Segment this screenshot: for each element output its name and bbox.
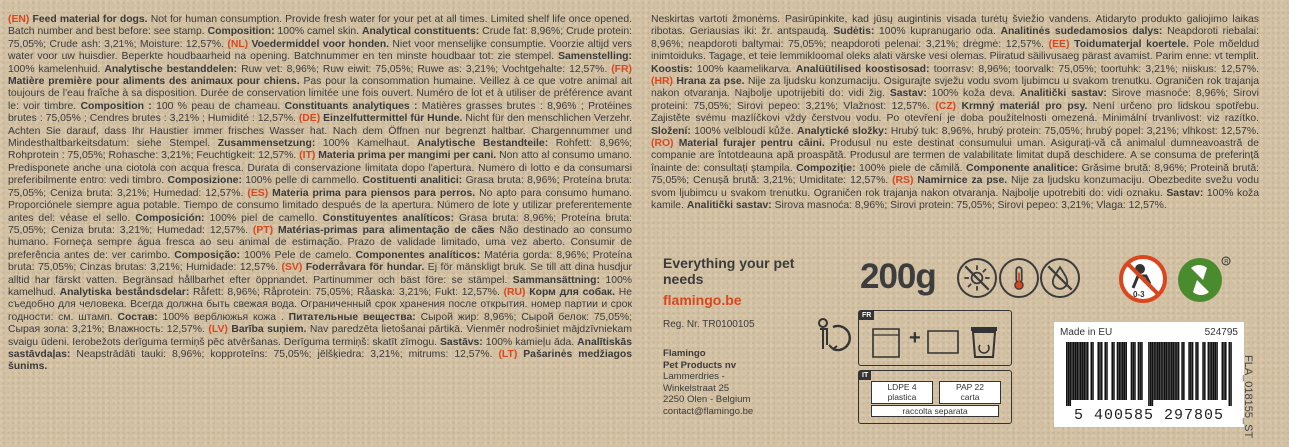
vertical-code: FLA_018155_ST <box>1242 355 1254 439</box>
barcode-bar <box>1160 342 1162 400</box>
barcode-bar <box>1171 342 1173 400</box>
barcode-bar <box>1211 342 1213 400</box>
barcode-bar <box>1117 342 1119 400</box>
language-code: (IT) <box>299 150 316 162</box>
barcode-bar <box>1113 342 1115 400</box>
material-pap-type: carta <box>960 391 980 402</box>
label-text: Není určeno pro lidskou spotřebu. Zajistěte svému mazlíčkovi vždy čerstvou vodu. Po otevření je doba použitelnosti omezená. Minimální trvanlivost: viz razítko. <box>651 100 1259 125</box>
label-text: Сырой жир: 8,96%; Сырой белок: 75,05%; Сырая зола: 3,21%; Влажность: 12,57%. <box>8 311 632 336</box>
label-text: Matières grasses brutes : 8,96% ; Protéines brutes : 75,05% ; Cendres brutes : 3,21% ; Humidité : 12,57%. <box>8 100 632 125</box>
language-code: (SV) <box>281 262 303 274</box>
barcode-bar <box>1068 342 1070 406</box>
barcode-bar <box>1174 342 1176 400</box>
language-code: (EN) <box>8 14 30 25</box>
no-children-icon <box>1118 254 1168 304</box>
label-heading: Složení: <box>651 125 691 137</box>
label-text: Crude fat: 8,96%; Crude protein: 75,05%; Crude ash: 3,21%; Moisture: 12,57%. <box>8 26 632 50</box>
label-text: toorrasv: 8,96%; toorvalk: 75,05%; toortuhk: 3,21%; niiskus: 12,57%. <box>929 63 1259 75</box>
barcode-bar <box>1167 342 1169 400</box>
label-text: 100% pelle di cammello. <box>241 175 363 187</box>
barcode-bar <box>1106 342 1108 400</box>
barcode-bar <box>1066 342 1068 406</box>
language-code: (NL) <box>227 38 249 50</box>
barcode-bar <box>1155 342 1157 400</box>
barcode-bar <box>1197 342 1199 400</box>
label-heading: Sastav: <box>1166 187 1204 199</box>
barcode-bar <box>1190 342 1192 400</box>
label-heading: Analytical constituents: <box>361 26 480 38</box>
language-code: (PT) <box>252 224 274 236</box>
barcode-bar <box>1131 342 1133 400</box>
label-heading: Composizione: <box>167 175 242 187</box>
label-text: Ruw vet: 8,96%; Ruw eiwit: 75,05%; Ruwe as: 3,21%; Vochtgehalte: 12,57%. <box>237 63 612 75</box>
label-text: Non atto al consumo umano. Predisponete anche una ciotola con acqua fresca. Durata di conservazione limitata dopo l'apertura. Numero di lotto e da consumarsi preferibilmente entro: vedi timbro. <box>8 150 633 187</box>
barcode-bar <box>1222 342 1224 400</box>
material-pap <box>939 381 1001 404</box>
label-heading: Matérias-primas para alimentação de cães <box>273 224 495 236</box>
barcode-bar <box>1229 342 1231 406</box>
label-text: 100 % peau de chameau. <box>151 100 285 112</box>
label-heading: Componentes analíticos: <box>355 249 481 261</box>
label-text: 100% camel skin. <box>274 26 362 38</box>
label-text: 100% kamelhud. <box>8 274 632 298</box>
label-heading: Состав: <box>117 311 158 323</box>
barcode-bar <box>1090 342 1092 400</box>
material-ldpe-type: plastica <box>887 391 917 402</box>
label-heading: Composición: <box>135 212 205 224</box>
barcode-bar <box>1157 342 1159 400</box>
barcode-bar <box>1101 342 1103 400</box>
bin-icon <box>969 323 999 359</box>
label-heading: Voedermiddel voor honden. <box>248 38 390 50</box>
label-heading: Constituyentes analíticos: <box>322 212 454 224</box>
label-text: Grasa bruta: 8,96%; Proteína bruta: 75,05%; Ceniza bruta: 3,21%; Humedad: 12,57%. <box>8 212 632 236</box>
barcode-bar <box>1202 342 1204 400</box>
barcode-bar <box>1230 342 1232 406</box>
barcode-bar <box>1083 342 1085 400</box>
barcode-bar <box>1075 342 1077 400</box>
barcode <box>1066 342 1232 406</box>
label-heading: Composition: <box>207 26 275 38</box>
label-heading: Compoziție: <box>796 162 856 174</box>
label-heading: Analītiskās sastāvdaļas: <box>8 336 632 360</box>
barcode-bar <box>1082 342 1084 400</box>
label-text: Ej för mänskligt bruk. Se till att dina husdjur alltid har färskt vatten. Begränsad hållbarhet efter öppnandet. Partinummer och bäst före: se stämpel. <box>8 262 632 286</box>
barcode-bar <box>1120 342 1122 400</box>
label-text: 100% верблюжья кожа . <box>157 311 289 323</box>
plus-sign: + <box>909 327 921 349</box>
label-heading: Analytiska beståndsdelar: <box>59 286 190 298</box>
barcode-bar <box>1078 342 1080 400</box>
label-text: Neapdoroti riebalai: 8,96%; neapdoroti baltymai: 75,05%; neapdoroti pelenai: 3,21%; drėgmė: 12,57%. <box>651 26 1259 50</box>
language-code: (LT) <box>498 348 518 360</box>
barcode-bar <box>1216 342 1218 400</box>
label-text: Grăsime brută: 8,96%; Proteină brută: 75,05%; Cenușă brută: 3,21%; Umiditate: 12,57%. <box>651 162 1259 187</box>
label-text: Nav paredzēta lietošanai pārtikā. Vienmēr nodrošiniet mājdzīvniekam svaigu ūdeni. Ierobežots derīguma termiņš pēc atvēršanas. Derīguma termiņš: skatīt zīmogu. <box>8 324 632 348</box>
label-text: 100% kamieļu āda. <box>482 336 578 348</box>
language-code: (DE) <box>298 113 321 125</box>
label-text: 100% Pele de camelo. <box>240 249 356 261</box>
label-text: 100% kaamelikarva. <box>692 63 796 75</box>
barcode-bar <box>1122 342 1124 400</box>
barcode-bar <box>1134 342 1136 400</box>
separate-collection: raccolta separata <box>871 405 999 417</box>
language-code: (RU) <box>503 286 526 298</box>
barcode-bar <box>1162 342 1164 400</box>
barcode-bar <box>1104 342 1106 400</box>
label-text: Pas pour la consommation humaine. Veillez à ce que votre animal ait toujours de l'eau fraîche à sa disposition. Durée de conservation limitée une fois ouvert. Numéro de lot et à utiliser de préférence avant le: voir timbre. <box>8 76 632 112</box>
label-heading: Корм для собак. <box>525 286 615 298</box>
material-ldpe <box>871 381 933 404</box>
label-heading: Namirnice za pse. <box>913 175 1008 187</box>
label-heading: Composition : <box>80 100 152 112</box>
barcode-bar <box>1118 342 1120 400</box>
company-name-2: Pet Products nv <box>663 359 737 371</box>
label-text: Niet voor menselijke consumptie. Voorzie altijd vers water voor uw huisdier. Beperkte houdbaarheid na opening. Batchnummer en ten minste houdbaar tot: zie stempel. <box>8 38 632 63</box>
label-heading: Materia prima per mangimi per cani. <box>315 150 497 162</box>
label-heading: Material furajer pentru câini. <box>673 138 825 150</box>
label-heading: Costituenti analitici: <box>362 175 463 187</box>
label-text: 100% piel de camello. <box>204 212 323 224</box>
svg-text:0-3: 0-3 <box>1133 290 1145 299</box>
green-dot-icon <box>1177 256 1231 304</box>
label-heading: Analitički sastav: <box>1020 88 1107 100</box>
multilingual-text-left <box>8 14 632 374</box>
thermometer-icon <box>999 258 1039 298</box>
svg-text:R: R <box>1224 259 1229 266</box>
barcode-bar <box>1097 342 1099 400</box>
label-text: 100% koža deva. <box>926 88 1021 100</box>
label-heading: Analytické složky: <box>796 125 888 137</box>
barcode-bar <box>1141 342 1143 400</box>
barcode-bar <box>1087 342 1089 400</box>
language-code: (EE) <box>1048 38 1070 50</box>
barcode-bar <box>1111 342 1113 400</box>
article-code: 524795 <box>1204 327 1238 338</box>
label-heading: Krmný materiál pro psy. <box>956 100 1088 112</box>
barcode-bar <box>1225 342 1227 400</box>
barcode-bar <box>1173 342 1175 400</box>
barcode-bar <box>1183 342 1185 400</box>
label-text: 100% koža kamile. <box>651 187 1259 212</box>
label-heading: Matière première pour aliments des animaux pour chiens. <box>8 76 300 88</box>
barcode-bar <box>1215 342 1217 400</box>
label-text: 100% kupranugario oda. <box>874 26 1001 38</box>
label-heading: Hrana za pse. <box>672 76 745 88</box>
slogan: Everything your pet needs <box>663 255 795 287</box>
barcode-bar <box>1169 342 1171 400</box>
barcode-bar <box>1192 342 1194 400</box>
company-name-1: Flamingo <box>663 348 706 359</box>
label-text: 100% piele de cămilă. <box>855 162 967 174</box>
address-line-2: Winkelstraat 25 <box>663 382 730 394</box>
label-heading: Barība suņiem. <box>227 324 307 336</box>
label-text: Hrubý tuk: 8,96%, hrubý protein: 75,05%; hrubý popel: 3,21%; vlhkost: 12,57%. <box>887 125 1259 137</box>
label-heading: Constituants analytiques : <box>284 100 418 112</box>
barcode-bar <box>1150 342 1152 406</box>
label-heading: Composição: <box>174 249 241 261</box>
label-heading: Koostis: <box>651 63 693 75</box>
barcode-bar <box>1099 342 1101 400</box>
label-text: Not for human consumption. Provide fresh water for your pet at all times. Limited shelf life once opened. Batch number and best before: see stamp. <box>8 14 632 38</box>
barcode-bar <box>1213 342 1215 400</box>
label-text: Sirova masnoća: 8,96%; Sirovi protein: 75,05%; Sirovi pepeo: 3,21%; Vlaga: 12,57%. <box>771 200 1167 212</box>
made-in-eu: Made in EU <box>1060 327 1113 338</box>
barcode-bar <box>1176 342 1178 400</box>
barcode-bar <box>1092 342 1094 400</box>
label-heading: Sastāvs: <box>440 336 483 348</box>
label-heading: Analytische Bestandteile: <box>417 138 549 150</box>
barcode-bar <box>1188 342 1190 400</box>
label-heading: Materia prima para piensos para perros. <box>268 187 476 199</box>
website-link[interactable]: flamingo.be <box>663 292 742 308</box>
language-code: (HR) <box>651 76 673 88</box>
barcode-bar <box>1132 342 1134 400</box>
registration-number: Reg. Nr. TR0100105 <box>663 319 755 330</box>
label-text: Nije za ljudsku konzumaciju. Obezbedite svežu vodu svom ljubimcu u svakom trenutku. Ograničen rok trajanja nakon otvaranja. Najbolje upotrebiti do: vidi oznaku. <box>651 175 1259 199</box>
label-text: Råfett: 8,96%; Råprotein: 75,05%; Råaska: 3,21%; Fukt: 12,57%. <box>189 286 504 298</box>
label-text: Grasa bruta: 8,96%; Proteína bruta: 75,05%; Ceniza bruta: 3,21%; Humedad: 12,57%. <box>8 175 632 199</box>
label-text: Matéria gorda: 8,96%; Proteína bruta: 75,05%; Cinzas brutas: 3,21%; Humidade: 12,57%. <box>8 249 632 274</box>
barcode-bar <box>1209 342 1211 400</box>
barcode-number: 5 400585 297805 <box>1073 407 1225 424</box>
label-text: Не съедобно для человека. Всегда должна быть свежая вода. Ограниченный срок хранения после открытия. номер партии и срок годности: см. штамп. <box>8 286 632 323</box>
barcode-bar <box>1071 342 1073 400</box>
multilingual-text-right <box>651 14 1259 213</box>
label-text: Pole mõeldud inimtoiduks. Tagage, et teie lemmikloomal oleks alati värske vesi olemas. Piiratud säilivusaeg pärast avamist. Parim enne: vt templit. <box>651 38 1259 63</box>
barcode-bar <box>1166 342 1168 400</box>
barcode-bar <box>1178 342 1180 400</box>
barcode-bar <box>1208 342 1210 400</box>
label-heading: Analytische bestanddelen: <box>104 63 238 75</box>
label-text: 100% velbloudí kůže. <box>690 125 797 137</box>
label-heading: Foderråvara för hundar. <box>302 262 425 274</box>
label-text: Nicht für den menschlichen Verzehr. Achten Sie darauf, dass Ihr Haustier immer frisches Wasser hat. Nach dem Öffnen nur begrenzt haltbar. Chargennummer und Mindesthaltbarkeitsdatum: siehe Stempel. <box>8 113 632 150</box>
barcode-bar <box>1076 342 1078 400</box>
label-heading: Zusammensetzung: <box>217 138 316 150</box>
language-code: (ES) <box>247 187 269 199</box>
label-heading: Sastav: <box>889 88 927 100</box>
label-text: 100% Kamelhaut. <box>315 138 418 150</box>
language-code: (CZ) <box>935 100 957 112</box>
barcode-bar <box>1073 342 1075 400</box>
address-line-3: 2250 Olen - Belgium <box>663 394 751 406</box>
language-code: (FR) <box>611 63 632 75</box>
label-heading: Analitički sastav: <box>686 200 772 212</box>
net-weight: 200g <box>860 257 936 296</box>
label-text: Nije za ljudsku konzumaciju. Osigurajte svježu vodu svom ljubimcu u svakom trenutku. Ograničen rok trajanja nakon otvaranja. Najbolje upotrijebiti do: vidi žig. <box>651 76 1259 100</box>
label-heading: Pašarinės medžiagos šunims. <box>8 348 632 373</box>
barcode-bar <box>1124 342 1126 400</box>
material-pap-code: PAP 22 <box>955 382 985 392</box>
pouch-icon <box>869 325 903 361</box>
barcode-bar <box>1138 342 1140 400</box>
label-text: 100% kamelenhuid. <box>8 63 105 75</box>
label-heading: Toidumaterjal koertele. <box>1069 38 1189 50</box>
label-icon <box>925 327 961 357</box>
label-heading: Питательные вещества: <box>288 311 416 323</box>
label-text: Sirove masnoće: 8,96%; Sirovi proteini: 75,05%; Sirovi pepeo: 3,21%; Vlažnost: 12,57%. <box>651 88 1259 112</box>
label-heading: Sudėtis: <box>833 26 875 38</box>
no-water-icon <box>1040 258 1080 298</box>
label-text: Produsul nu este destinat consumului uman. Asigurați-vă că animalul dumneavoastră de companie are întotdeauna apă proaspătă. Produsul are termen de valabilitate limitat după deschidere. A se consuma de preferință înainte de: consultați ștampila. <box>651 138 1259 174</box>
label-heading: Componente analitice: <box>966 162 1079 174</box>
barcode-bar <box>1148 342 1150 406</box>
label-text: No apto para consumo humano. Proporciónele siempre agua potable. Tiempo de consumo limitado después de la apertura. Número de lote y utilizar preferentemente antes del: véase el sello. <box>8 187 633 224</box>
barcode-bar <box>1085 342 1087 400</box>
language-code: (RO) <box>651 138 674 150</box>
barcode-bar <box>1223 342 1225 400</box>
barcode-bar <box>1195 342 1197 400</box>
barcode-bar <box>1139 342 1141 400</box>
label-heading: Samenstelling: <box>558 51 632 63</box>
barcode-bar <box>1153 342 1155 400</box>
label-heading: Feed material for dogs. <box>29 14 148 25</box>
label-heading: Sammansättning: <box>512 274 600 286</box>
barcode-panel <box>1054 322 1244 427</box>
material-info <box>858 370 1012 424</box>
label-text: Neskirtas vartoti žmonėms. Pasirūpinkite, kad jūsų augintinis visada turėtų šviežio vandens. Atidaryto produkto galiojimo laikas ribotas. Geriausias iki: žr. antspaudą. <box>651 14 1259 38</box>
material-ldpe-code: LDPE 4 <box>887 382 917 392</box>
company-address <box>663 348 753 418</box>
country-tag-fr: FR <box>859 311 874 320</box>
label-text: Neapstrādāti tauki: 8,96%; kopproteīns: 75,05%; jēlšķiedra: 3,21%; mitrums: 12,57%. <box>70 348 499 360</box>
barcode-bar <box>1080 342 1082 400</box>
language-code: (LV) <box>208 324 228 336</box>
barcode-bar <box>1069 342 1071 406</box>
country-tag-it: IT <box>859 371 871 380</box>
barcode-bar <box>1164 342 1166 400</box>
language-code: (RS) <box>892 175 914 187</box>
barcode-bar <box>1204 342 1206 400</box>
barcode-bar <box>1125 342 1127 400</box>
label-text: Rohfett: 8,96%; Rohprotein : 75,05%; Rohasche: 3,21%; Feuchtigkeit: 12,57%. <box>8 138 632 162</box>
barcode-bar <box>1152 342 1154 406</box>
sorting-instructions <box>858 310 1012 366</box>
label-heading: Analüütilised koostisosad: <box>795 63 930 75</box>
barcode-bar <box>1159 342 1161 400</box>
sun-icon <box>957 258 997 298</box>
address-line-1: Lammerdries - <box>663 371 725 383</box>
label-text: Não destinado ao consumo humano. Forneça sempre água fresca ao seu animal de estimação. Prazo de validade limitado, uma vez aberto. Consumir de preferência antes de: ver carimbo. <box>8 224 632 261</box>
label-heading: Einzelfuttermittel für Hunde. <box>320 113 463 125</box>
triman-icon <box>815 315 855 360</box>
label-heading: Analitinės sudedamosios dalys: <box>1000 26 1163 38</box>
contact-email[interactable]: contact@flamingo.be <box>663 405 754 417</box>
barcode-bar <box>1181 342 1183 400</box>
